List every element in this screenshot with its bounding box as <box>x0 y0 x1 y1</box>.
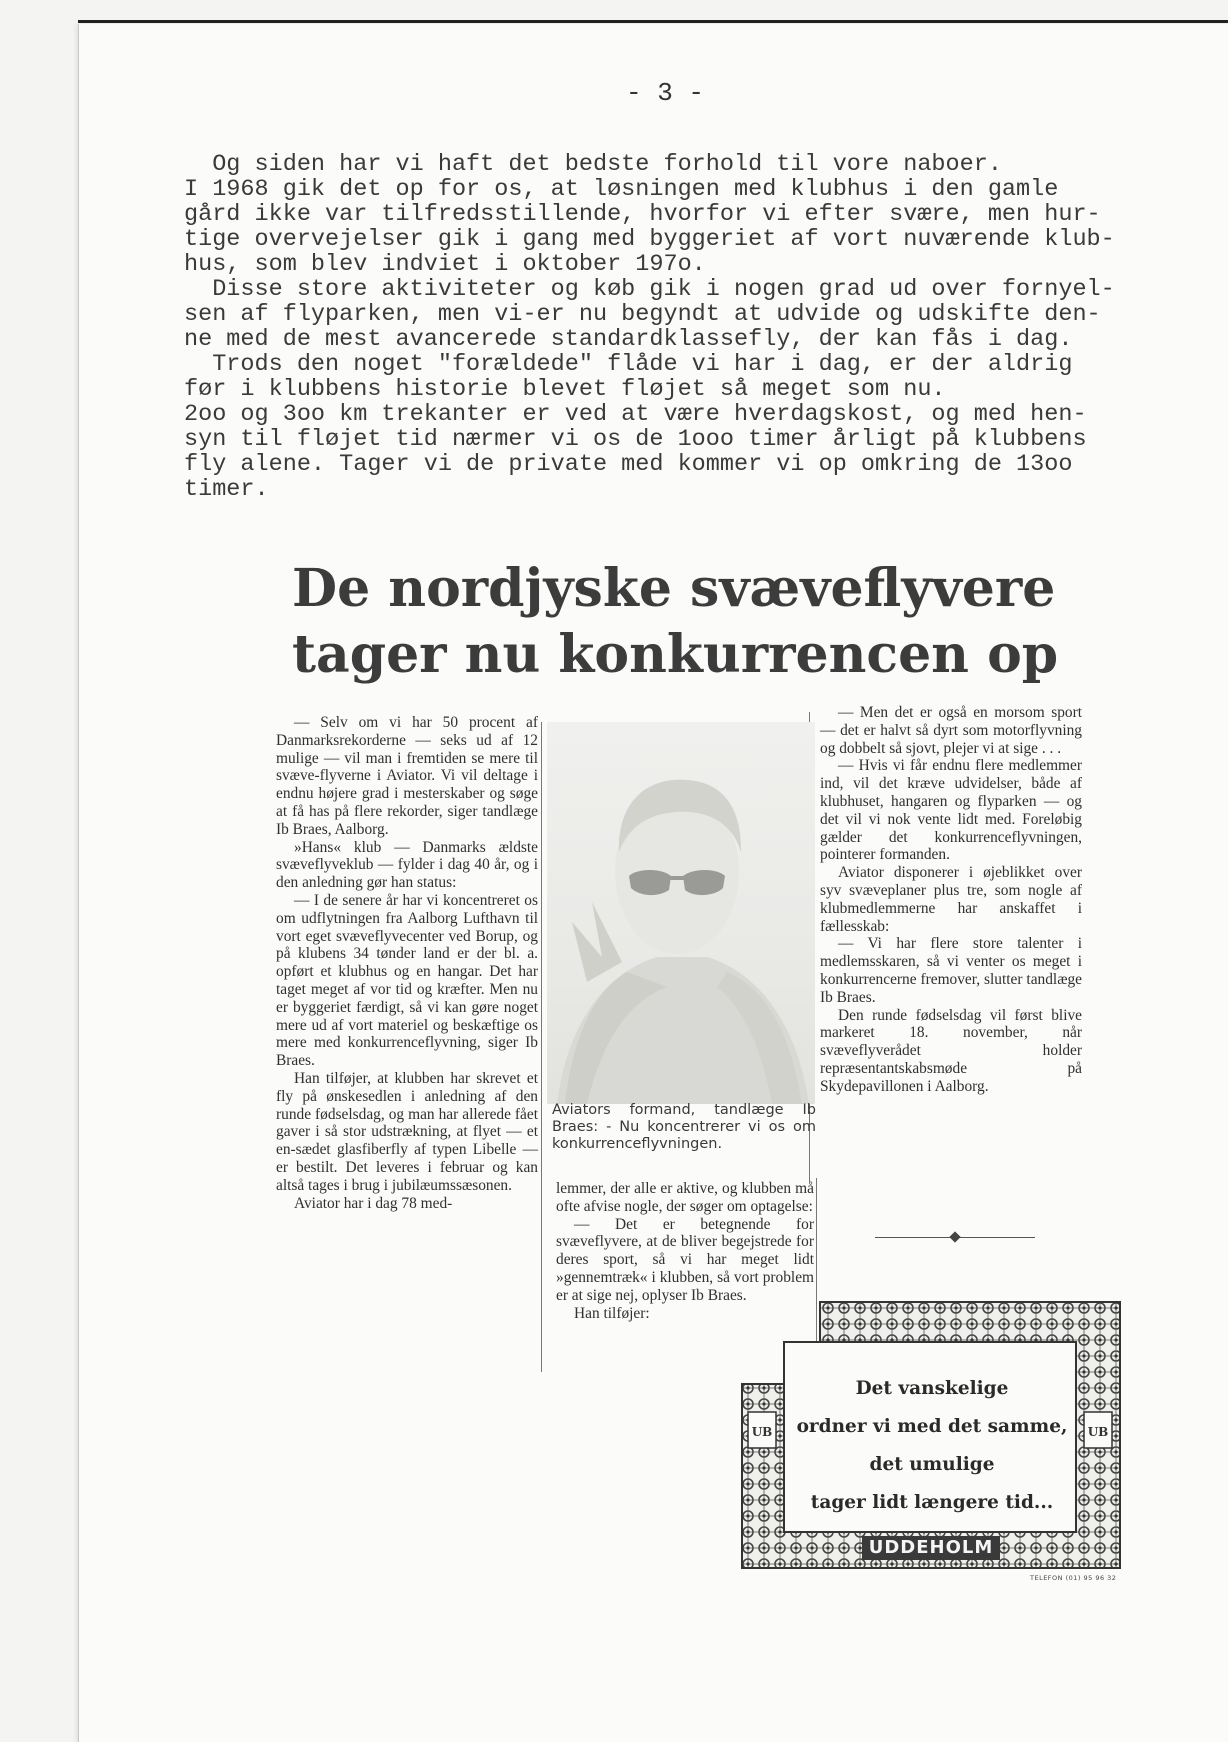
typed-line: Og siden har vi haft det bedste forhold til vore naboer. <box>184 151 1002 178</box>
typed-line: gård ikke var tilfredsstillende, hvorfor vi efter svære, men hur- <box>184 201 1101 228</box>
typed-line: ne med de mest avancerede standardklassefly, der kan fås i dag. <box>184 326 1073 353</box>
portrait-photo <box>547 722 815 1104</box>
page-number: - 3 - <box>626 78 705 108</box>
paragraph: »Hans« klub — Danmarks ældste svæveflyveklub — fylder i dag 40 år, og i den anledning gør han status: <box>276 838 538 892</box>
paragraph: — Vi har flere store talenter i medlemsskaren, så vi venter os meget i konkurrencerne fremover, slutter tandlæge Ib Braes. <box>820 935 1082 1006</box>
typed-line: syn til fløjet tid nærmer vi os de 1ooo timer årligt på klubbens <box>184 426 1087 453</box>
portrait-image <box>547 722 815 1104</box>
paragraph: — Det er betegnende for svæveflyvere, at de bliver begejstrede for deres sport, så vi har meget lidt »gennemtræk« i klubben, så vort problem er at sige nej, oplyser Ib Braes. <box>556 1215 814 1304</box>
paragraph: — Hvis vi får endnu flere medlemmer ind, vil det kræve udvidelser, både af klubhuset, hangaren og flyparken — og det vil vi nok vente lidt med. Foreløbig gælder det konkurrenceflyvningen, pointerer formanden. <box>820 757 1082 864</box>
ad-line: det umulige <box>869 1454 995 1475</box>
photo-caption: Aviators formand, tandlæge Ib Braes: - Nu koncentrerer vi os om konkurrenceflyvningen. <box>552 1102 816 1152</box>
ad-line: tager lidt længere tid... <box>810 1492 1054 1513</box>
column-rule <box>541 722 542 1372</box>
paragraph: Han tilføjer: <box>574 1304 650 1322</box>
typed-line: timer. <box>184 476 269 503</box>
ad-line: ordner vi med det samme, <box>796 1416 1068 1437</box>
uddeholm-logo: UDDEHOLM <box>862 1536 1000 1560</box>
typed-line: hus, som blev indviet i oktober 197o. <box>184 251 706 278</box>
ad-slogan <box>792 1370 1072 1522</box>
ad-phone-number: TELEFON (01) 95 96 32 <box>1030 1574 1117 1582</box>
typed-line: sen af flyparken, men vi-er nu begyndt at udvide og udskifte den- <box>184 301 1101 328</box>
article-headline <box>292 556 1058 688</box>
paragraph: — Men det er også en morsom sport — det er halvt så dyrt som motorflyvning og dobbelt så sjovt, plejer vi at sige . . . <box>820 704 1082 757</box>
typed-text <box>184 152 1194 502</box>
paragraph: — I de senere år har vi koncentreret os om udflytningen fra Aalborg Lufthavn til vort eget svæveflyvecenter ved Borup, og på klubens 34 tønder land er der bl. a. opført et klubhus og en hangar. Det har taget meget af vor tid og kræfter. Men nu er byggeriet færdigt, så vi kan gøre noget mere ud af vort materiel og beskæftige os mere med konkurrenceflyvning, siger Ib Braes. <box>276 891 538 1070</box>
typed-line: før i klubbens historie blevet fløjet så meget som nu. <box>184 376 946 403</box>
uddeholm-advertisement <box>740 1300 1122 1570</box>
paragraph: Den runde fødselsdag vil først blive markeret 18. november, når svæveflyverådet holder repræsentantskabsmøde på Skydepavillonen i Aalborg. <box>820 1006 1082 1095</box>
paragraph: — Selv om vi har 50 procent af Danmarksrekorderne — seks ud af 12 mulige — vil man i fremtiden se mere til svæve-flyverne i Aviator. Vi vil deltage i endnu højere grad i mesterskaber og søge at få has på flere rekorder, siger tandlæge Ib Braes, Aalborg. <box>276 714 538 838</box>
ad-line: Det vanskelige <box>855 1378 1009 1399</box>
paragraph: Aviator har i dag 78 med- <box>294 1194 453 1212</box>
typed-line: tige overvejelser gik i gang med byggeriet af vort nuværende klub- <box>184 226 1115 253</box>
paragraph: Han tilføjer, at klubben har skrevet et fly på ønskesedlen i anledning af den runde fødselsdag, og man har allerede fået gaver i så stor udstrækning, at flyet — et en-sædet glasfiberfly af typen Libelle — er bestilt. Det leveres i februar og kan altså tages i brug i jubilæumssæsonen. <box>276 1069 538 1194</box>
typed-line: Trods den noget "forældede" flåde vi har i dag, er der aldrig <box>184 351 1073 378</box>
headline-line-2: tager nu konkurrencen op <box>292 624 1059 685</box>
typed-line: 2oo og 3oo km trekanter er ved at være hverdagskost, og med hen- <box>184 401 1087 428</box>
article-column-1 <box>276 714 538 1212</box>
typed-line: I 1968 gik det op for os, at løsningen med klubhus i den gamle <box>184 176 1059 203</box>
uddeholm-monogram-left: UB <box>751 1425 773 1439</box>
page-top-edge <box>78 20 1228 23</box>
paragraph: lemmer, der alle er aktive, og klubben må ofte afvise nogle, der søger om optagelse: <box>556 1180 814 1215</box>
paragraph: Aviator disponerer i øjeblikket over syv svæveplaner plus tre, som nogle af klubmedlemmerne har anskaffet i fællesskab: <box>820 864 1082 935</box>
typed-line: fly alene. Tager vi de private med kommer vi op omkring de 13oo <box>184 451 1073 478</box>
typed-line: Disse store aktiviteter og køb gik i nogen grad ud over fornyel- <box>184 276 1115 303</box>
uddeholm-monogram-right: UB <box>1087 1425 1109 1439</box>
headline-line-1: De nordjyske svæveflyvere <box>292 558 1056 619</box>
article-column-3 <box>820 704 1082 1096</box>
